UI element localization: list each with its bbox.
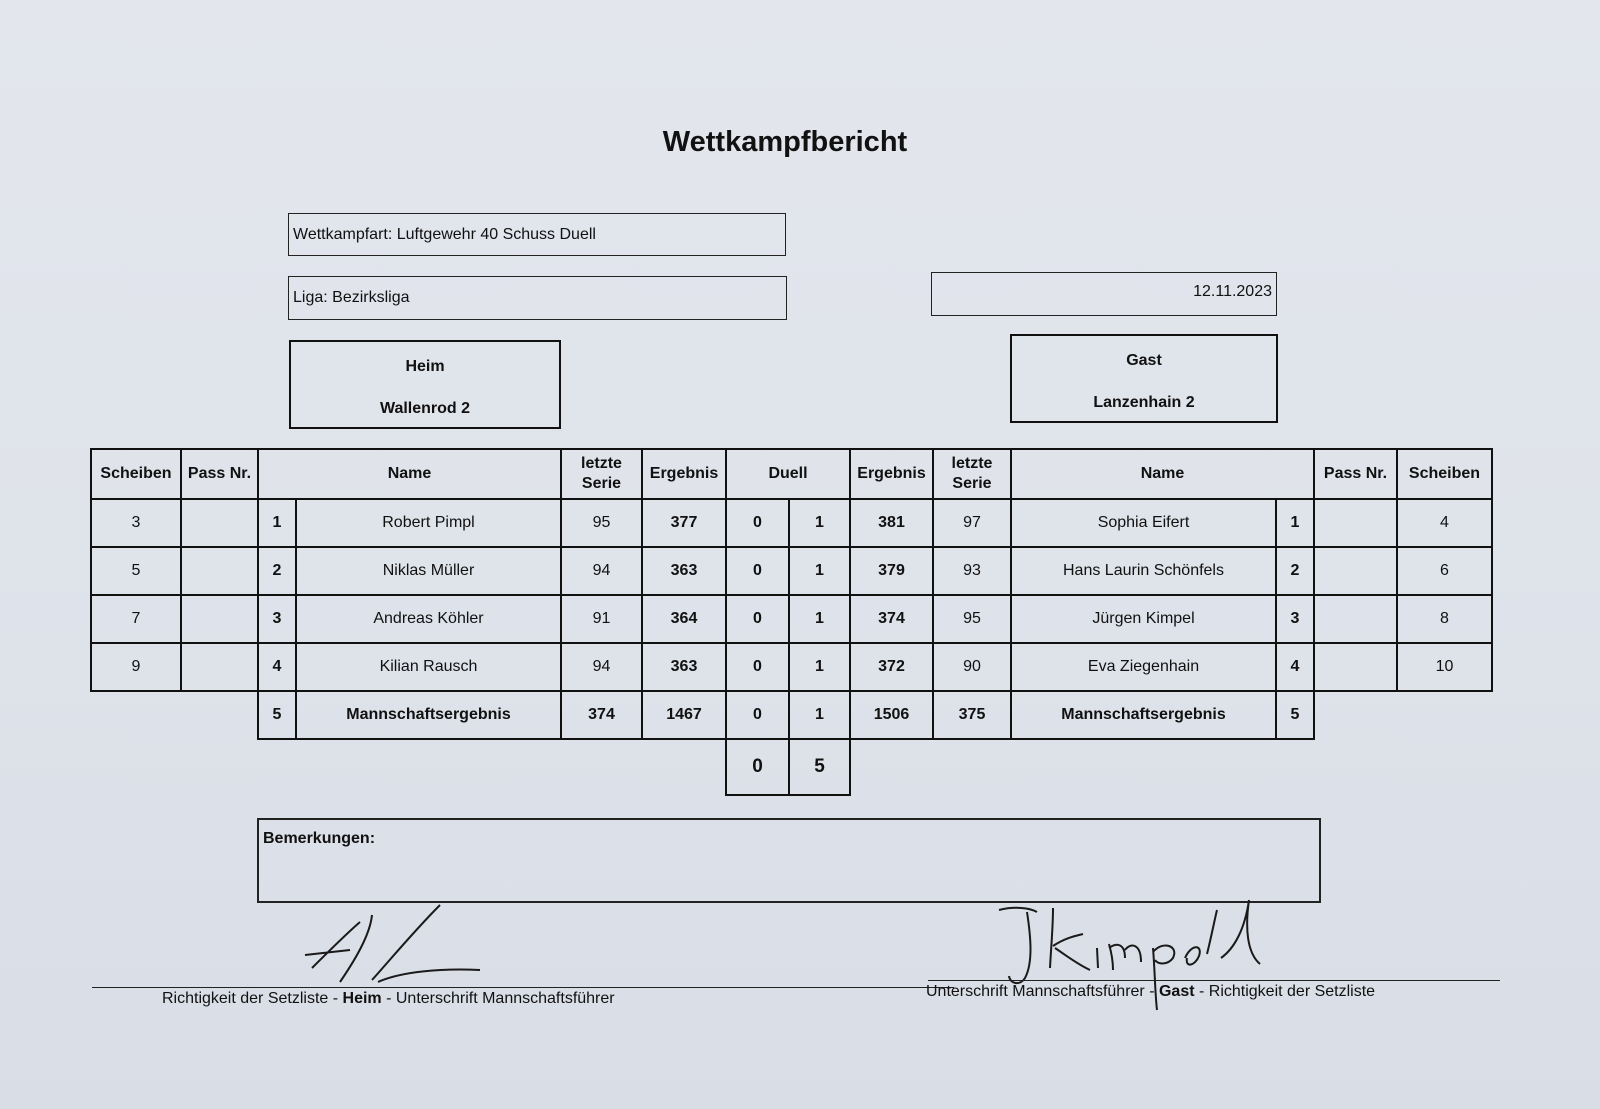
gast-footer-post: - Richtigkeit der Setzliste (1194, 983, 1376, 1000)
duell-total-gast: 5 (789, 739, 850, 795)
liga-field (288, 276, 787, 320)
gast-name: Hans Laurin Schönfels (1011, 547, 1276, 595)
gast-nr: 3 (1276, 595, 1314, 643)
heim-team-letzte-serie: 374 (561, 691, 642, 739)
duell-heim: 0 (726, 643, 789, 691)
gast-team-letzte-serie: 375 (933, 691, 1011, 739)
header-letzte-text: letzte (951, 455, 993, 472)
gast-scheiben: 4 (1397, 499, 1492, 547)
liga-text: Liga: Bezirksliga (293, 289, 410, 306)
gast-team-nr: 5 (1276, 691, 1314, 739)
gast-pass-nr (1314, 643, 1397, 691)
duell-gast: 1 (789, 595, 850, 643)
heim-footer (162, 990, 615, 1008)
gast-footer (926, 983, 1375, 1001)
heim-pass-nr (181, 547, 258, 595)
header-name-gast: Name (1011, 449, 1314, 499)
gast-nr: 4 (1276, 643, 1314, 691)
header-letzte-serie-heim (561, 449, 642, 499)
heim-footer-post: - Unterschrift Mannschaftsführer (381, 990, 615, 1007)
header-pass-heim: Pass Nr. (181, 449, 258, 499)
heim-mannschaftsergebnis-label: Mannschaftsergebnis (296, 691, 561, 739)
header-serie-text: Serie (952, 475, 992, 492)
heim-signature (300, 900, 490, 985)
remarks-label: Bemerkungen: (263, 830, 376, 847)
heim-pass-nr (181, 643, 258, 691)
heim-team-ergebnis: 1467 (642, 691, 726, 739)
heim-footer-pre: Richtigkeit der Setzliste - (162, 990, 343, 1007)
heim-pass-nr (181, 595, 258, 643)
team-duell-gast: 1 (789, 691, 850, 739)
gast-ergebnis: 372 (850, 643, 933, 691)
table-row (91, 643, 1492, 691)
heim-signature-line (92, 987, 954, 988)
heim-scheiben: 7 (91, 595, 181, 643)
header-ergebnis-heim: Ergebnis (642, 449, 726, 499)
gast-mannschaftsergebnis-label: Mannschaftsergebnis (1011, 691, 1276, 739)
gast-nr: 1 (1276, 499, 1314, 547)
duell-gast: 1 (789, 499, 850, 547)
date-field (931, 272, 1277, 316)
gast-nr: 2 (1276, 547, 1314, 595)
heim-scheiben: 5 (91, 547, 181, 595)
heim-team-name: Wallenrod 2 (379, 400, 471, 417)
duell-gast: 1 (789, 643, 850, 691)
gast-letzte-serie: 97 (933, 499, 1011, 547)
gast-letzte-serie: 90 (933, 643, 1011, 691)
wettkampfart-text: Wettkampfart: Luftgewehr 40 Schuss Duell (293, 226, 596, 243)
gast-letzte-serie: 93 (933, 547, 1011, 595)
gast-team-name: Lanzenhain 2 (1093, 394, 1195, 411)
duell-heim: 0 (726, 499, 789, 547)
date-text: 12.11.2023 (1193, 283, 1272, 300)
gast-name: Eva Ziegenhain (1011, 643, 1276, 691)
header-scheiben-heim: Scheiben (91, 449, 181, 499)
gast-scheiben: 8 (1397, 595, 1492, 643)
heim-letzte-serie: 91 (561, 595, 642, 643)
heim-letzte-serie: 94 (561, 547, 642, 595)
heim-letzte-serie: 94 (561, 643, 642, 691)
gast-ergebnis: 379 (850, 547, 933, 595)
gast-signature-line (928, 980, 1500, 981)
page-title: Wettkampfbericht (662, 126, 908, 158)
team-duell-heim: 0 (726, 691, 789, 739)
gast-ergebnis: 374 (850, 595, 933, 643)
duell-gast: 1 (789, 547, 850, 595)
gast-pass-nr (1314, 547, 1397, 595)
gast-name: Jürgen Kimpel (1011, 595, 1276, 643)
heim-scheiben: 9 (91, 643, 181, 691)
table-row (91, 499, 1492, 547)
gast-label: Gast (1126, 352, 1162, 369)
header-row (91, 449, 1492, 499)
gast-pass-nr (1314, 595, 1397, 643)
heim-name: Robert Pimpl (296, 499, 561, 547)
heim-nr: 1 (258, 499, 296, 547)
heim-nr: 3 (258, 595, 296, 643)
duell-heim: 0 (726, 595, 789, 643)
heim-team-nr: 5 (258, 691, 296, 739)
header-duell: Duell (726, 449, 850, 499)
gast-team-box (1010, 334, 1278, 423)
header-letzte-serie-gast (933, 449, 1011, 499)
heim-name: Andreas Köhler (296, 595, 561, 643)
header-ergebnis-gast: Ergebnis (850, 449, 933, 499)
heim-ergebnis: 363 (642, 547, 726, 595)
heim-nr: 4 (258, 643, 296, 691)
gast-footer-pre: Unterschrift Mannschaftsführer - (926, 983, 1159, 1000)
team-result-row (91, 691, 1492, 739)
gast-footer-team: Gast (1158, 983, 1195, 1000)
gast-letzte-serie: 95 (933, 595, 1011, 643)
duell-total-heim: 0 (726, 739, 789, 795)
header-name-heim: Name (258, 449, 561, 499)
gast-pass-nr (1314, 499, 1397, 547)
heim-pass-nr (181, 499, 258, 547)
heim-team-box (289, 340, 561, 429)
remarks-box (257, 818, 1321, 903)
duell-total-row (91, 739, 1492, 795)
heim-ergebnis: 363 (642, 643, 726, 691)
heim-nr: 2 (258, 547, 296, 595)
table-row (91, 595, 1492, 643)
heim-name: Niklas Müller (296, 547, 561, 595)
header-pass-gast: Pass Nr. (1314, 449, 1397, 499)
gast-scheiben: 10 (1397, 643, 1492, 691)
heim-footer-team: Heim (342, 990, 382, 1007)
gast-team-ergebnis: 1506 (850, 691, 933, 739)
heim-label: Heim (405, 358, 445, 375)
heim-scheiben: 3 (91, 499, 181, 547)
heim-name: Kilian Rausch (296, 643, 561, 691)
heim-ergebnis: 377 (642, 499, 726, 547)
gast-name: Sophia Eifert (1011, 499, 1276, 547)
gast-scheiben: 6 (1397, 547, 1492, 595)
header-serie-text: Serie (581, 475, 622, 492)
header-letzte-text: letzte (581, 455, 622, 472)
heim-ergebnis: 364 (642, 595, 726, 643)
wettkampfart-field (288, 213, 786, 256)
results-table (90, 448, 1493, 796)
table-row (91, 547, 1492, 595)
heim-letzte-serie: 95 (561, 499, 642, 547)
duell-heim: 0 (726, 547, 789, 595)
gast-ergebnis: 381 (850, 499, 933, 547)
header-scheiben-gast: Scheiben (1397, 449, 1492, 499)
